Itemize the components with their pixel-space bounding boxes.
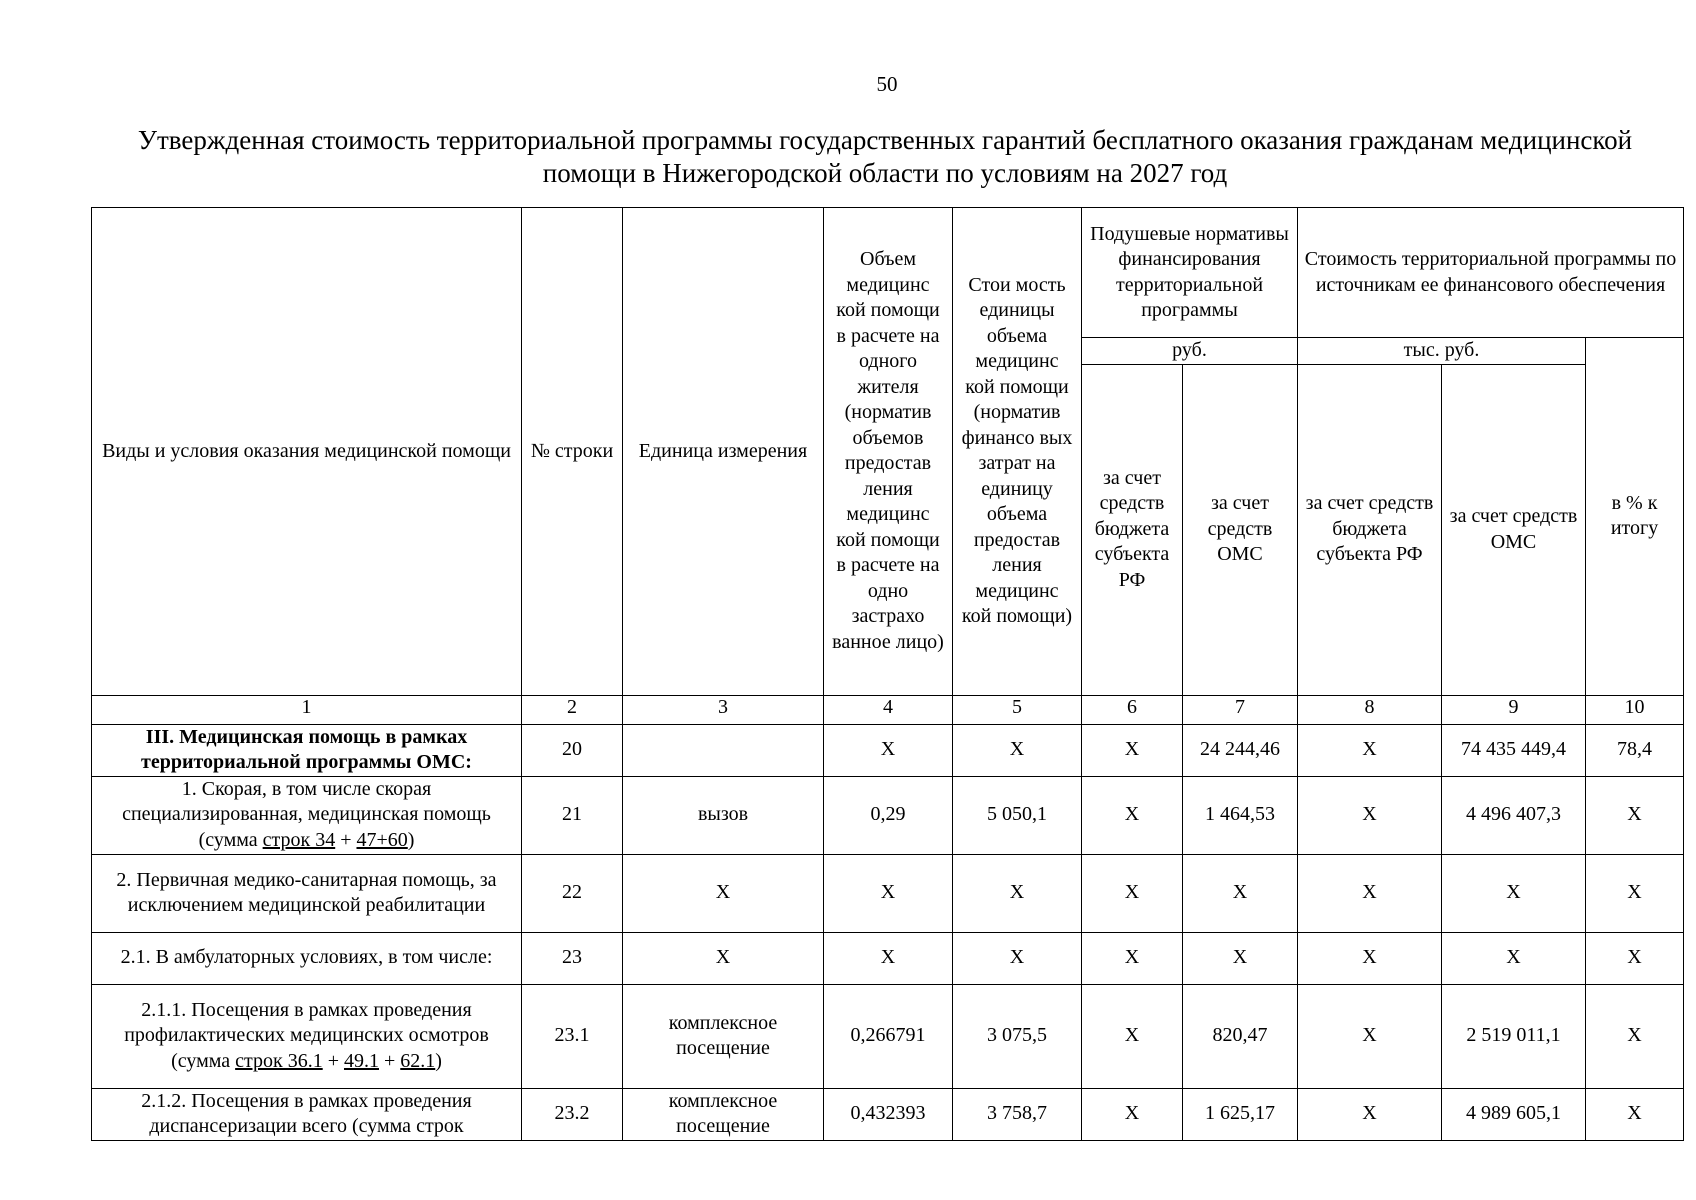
cell-unit-cost: Х bbox=[953, 932, 1082, 984]
cell-percent: Х bbox=[1586, 984, 1684, 1088]
column-number: 4 bbox=[824, 695, 953, 724]
cell-percapita-budget: Х bbox=[1082, 932, 1183, 984]
cell-cost-oms: 74 435 449,4 bbox=[1442, 724, 1586, 776]
cell-unit-cost: Х bbox=[953, 854, 1082, 932]
cell-cost-oms: 4 496 407,3 bbox=[1442, 776, 1586, 854]
cell-cost-oms: 4 989 605,1 bbox=[1442, 1088, 1586, 1140]
header-unit-cost: Стои мость единицы объема медицинс кой помощи (норматив финансо вых затрат на единицу объема предостав ления медицинс кой помощи) bbox=[953, 208, 1082, 696]
cell-volume: Х bbox=[824, 932, 953, 984]
title-line-2: помощи в Нижегородской области по условиям на 2027 год bbox=[542, 158, 1228, 188]
cell-percent: Х bbox=[1586, 776, 1684, 854]
row-reference-link[interactable]: строк 36.1 bbox=[235, 1049, 323, 1072]
cell-volume: 0,432393 bbox=[824, 1088, 953, 1140]
cell-unit bbox=[623, 724, 824, 776]
cell-percapita-oms: Х bbox=[1183, 854, 1298, 932]
cell-volume: Х bbox=[824, 724, 953, 776]
header-percapita-budget: за счет средств бюджета субъекта РФ bbox=[1082, 364, 1183, 695]
column-number: 6 bbox=[1082, 695, 1183, 724]
cell-percapita-oms: 1 625,17 bbox=[1183, 1088, 1298, 1140]
cell-unit: вызов bbox=[623, 776, 824, 854]
table-row bbox=[92, 854, 1684, 932]
table-row bbox=[92, 932, 1684, 984]
cell-cost-budget: Х bbox=[1298, 984, 1442, 1088]
row-label-sep: + bbox=[335, 828, 357, 851]
cell-percapita-budget: Х bbox=[1082, 1088, 1183, 1140]
header-cost-budget: за счет средств бюджета субъекта РФ bbox=[1298, 364, 1442, 695]
cell-cost-budget: Х bbox=[1298, 932, 1442, 984]
cell-unit-cost: 3 758,7 bbox=[953, 1088, 1082, 1140]
column-number: 5 bbox=[953, 695, 1082, 724]
cell-volume: Х bbox=[824, 854, 953, 932]
column-number: 1 bbox=[92, 695, 522, 724]
cell-percapita-budget: Х bbox=[1082, 724, 1183, 776]
cell-unit-cost: 5 050,1 bbox=[953, 776, 1082, 854]
cell-percapita-budget: Х bbox=[1082, 776, 1183, 854]
cell-volume: 0,29 bbox=[824, 776, 953, 854]
cell-cost-budget: Х bbox=[1298, 776, 1442, 854]
cell-percent: Х bbox=[1586, 1088, 1684, 1140]
column-number-row bbox=[92, 695, 1684, 724]
cell-cost-oms: Х bbox=[1442, 932, 1586, 984]
cell-row-number: 21 bbox=[522, 776, 623, 854]
row-label-end: ) bbox=[435, 1049, 442, 1072]
row-reference-link[interactable]: 62.1 bbox=[400, 1049, 436, 1072]
table-row bbox=[92, 984, 1684, 1088]
cell-row-number: 20 bbox=[522, 724, 623, 776]
column-number: 9 bbox=[1442, 695, 1586, 724]
page-number: 50 bbox=[876, 72, 898, 96]
header-volume: Объем медицинс кой помощи в расчете на одного жителя (норматив объемов предостав ления медицинс кой помощи в расчете на одно застрахо ванное лицо) bbox=[824, 208, 953, 696]
header-per-capita-group: Подушевые нормативы финансирования территориальной программы bbox=[1082, 208, 1298, 338]
cell-unit-cost: 3 075,5 bbox=[953, 984, 1082, 1088]
cell-percent: Х bbox=[1586, 932, 1684, 984]
row-label-end: ) bbox=[407, 828, 415, 851]
header-unit-thous-rub: тыс. руб. bbox=[1298, 338, 1586, 365]
header-unit-rub: руб. bbox=[1082, 338, 1298, 365]
column-number: 10 bbox=[1586, 695, 1684, 724]
table-row bbox=[92, 1088, 1684, 1140]
cell-percapita-oms: 1 464,53 bbox=[1183, 776, 1298, 854]
row-reference-link[interactable]: строк 34 bbox=[262, 828, 336, 851]
cell-percapita-oms: 820,47 bbox=[1183, 984, 1298, 1088]
cell-percapita-oms: 24 244,46 bbox=[1183, 724, 1298, 776]
header-unit: Единица измерения bbox=[623, 208, 824, 696]
cell-unit: комплексное посещение bbox=[623, 1088, 824, 1140]
cell-percent: Х bbox=[1586, 854, 1684, 932]
cell-cost-budget: Х bbox=[1298, 724, 1442, 776]
row-label: 2.1. В амбулаторных условиях, в том числе: bbox=[92, 932, 522, 984]
header-types-conditions: Виды и условия оказания медицинской помощи bbox=[92, 208, 522, 696]
document-title bbox=[90, 124, 1680, 190]
cell-unit: Х bbox=[623, 932, 824, 984]
cell-percapita-oms: Х bbox=[1183, 932, 1298, 984]
cell-percent: 78,4 bbox=[1586, 724, 1684, 776]
cell-percapita-budget: Х bbox=[1082, 984, 1183, 1088]
table-row bbox=[92, 724, 1684, 776]
row-label-text: 1. Скорая, в том числе скорая специализированная, медицинская помощь (сумма bbox=[122, 777, 491, 851]
row-label: III. Медицинская помощь в рамках территориальной программы ОМС: bbox=[92, 724, 522, 776]
row-label-text: 2.1.1. Посещения в рамках проведения профилактических медицинских осмотров bbox=[124, 998, 489, 1047]
row-reference-link[interactable]: 49.1 bbox=[343, 1049, 379, 1072]
cell-row-number: 23.1 bbox=[522, 984, 623, 1088]
cell-unit-cost: Х bbox=[953, 724, 1082, 776]
header-percapita-oms: за счет средств ОМС bbox=[1183, 364, 1298, 695]
column-number: 8 bbox=[1298, 695, 1442, 724]
row-label: 2.1.2. Посещения в рамках проведения диспансеризации всего (сумма строк bbox=[92, 1088, 522, 1140]
cell-unit: комплексное посещение bbox=[623, 984, 824, 1088]
cell-unit: Х bbox=[623, 854, 824, 932]
row-label bbox=[92, 984, 522, 1088]
row-label-sep: + bbox=[378, 1049, 401, 1072]
cell-cost-budget: Х bbox=[1298, 854, 1442, 932]
row-label: 2. Первичная медико-санитарная помощь, за исключением медицинской реабилитации bbox=[92, 854, 522, 932]
row-label bbox=[92, 776, 522, 854]
cell-row-number: 23.2 bbox=[522, 1088, 623, 1140]
cell-row-number: 22 bbox=[522, 854, 623, 932]
cell-row-number: 23 bbox=[522, 932, 623, 984]
cell-cost-budget: Х bbox=[1298, 1088, 1442, 1140]
row-reference-link[interactable]: 47+60 bbox=[356, 828, 408, 851]
title-line-1: Утвержденная стоимость территориальной программы государственных гарантий бесплатного оказания гражданам медицинской bbox=[137, 125, 1633, 155]
row-label-sum-prefix: (сумма bbox=[171, 1049, 236, 1072]
cell-cost-oms: 2 519 011,1 bbox=[1442, 984, 1586, 1088]
header-program-cost-group: Стоимость территориальной программы по источникам ее финансового обеспечения bbox=[1298, 208, 1684, 338]
header-cost-oms: за счет средств ОМС bbox=[1442, 364, 1586, 695]
header-row-number: № строки bbox=[522, 208, 623, 696]
header-percent-total: в % к итогу bbox=[1586, 338, 1684, 696]
column-number: 7 bbox=[1183, 695, 1298, 724]
column-number: 3 bbox=[623, 695, 824, 724]
cell-volume: 0,266791 bbox=[824, 984, 953, 1088]
table-row bbox=[92, 776, 1684, 854]
cost-table bbox=[91, 207, 1684, 1141]
cell-cost-oms: Х bbox=[1442, 854, 1586, 932]
row-label-sep: + bbox=[322, 1049, 344, 1072]
column-number: 2 bbox=[522, 695, 623, 724]
cell-percapita-budget: Х bbox=[1082, 854, 1183, 932]
